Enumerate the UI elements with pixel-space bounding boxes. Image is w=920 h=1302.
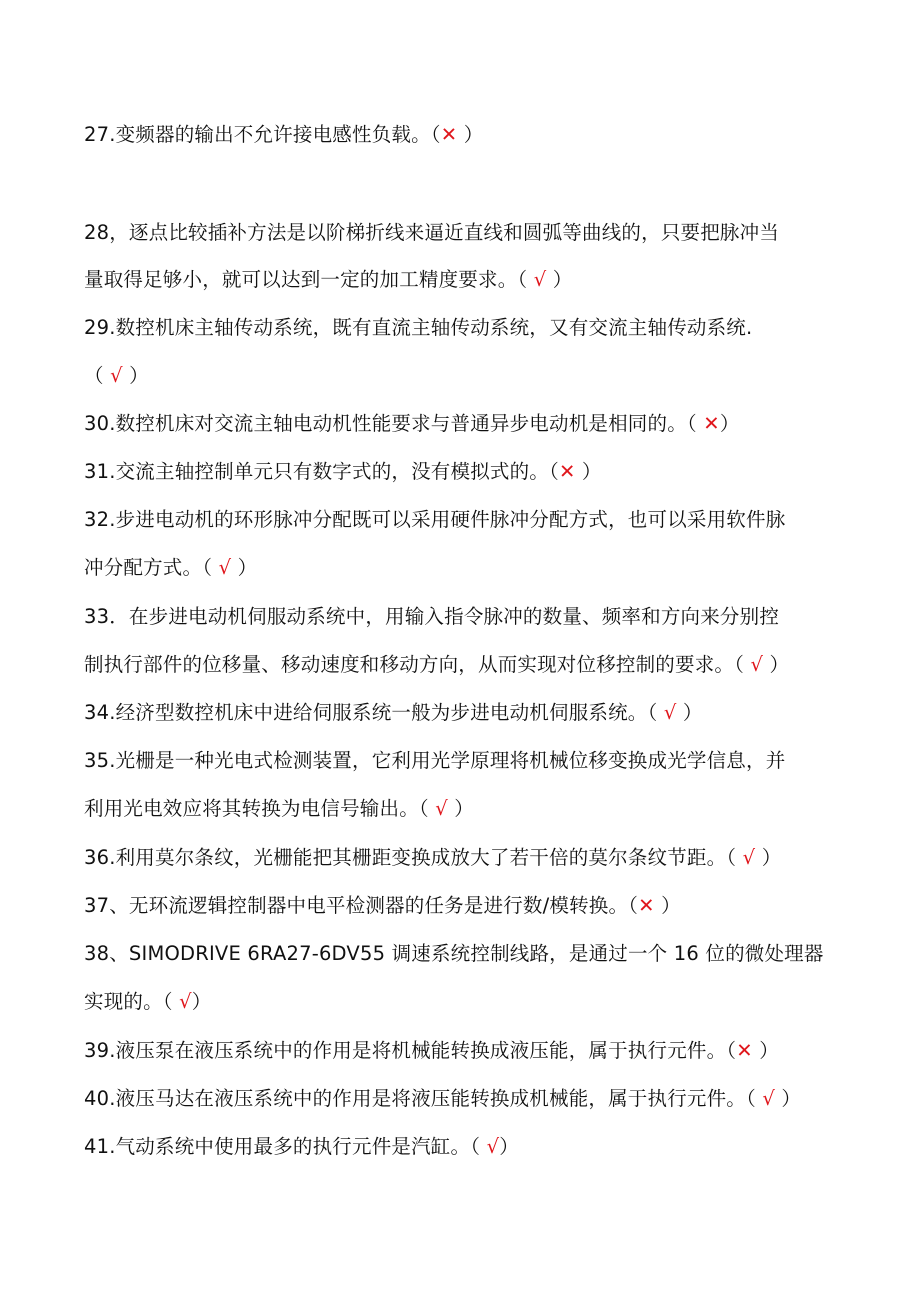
question-text: 28，逐点比较插补方法是以阶梯折线来逼近直线和圆弧等曲线的，只要把脉冲当 — [84, 221, 780, 244]
check-mark: √ — [486, 1135, 500, 1158]
check-mark: √ — [435, 797, 448, 820]
question-text: ） — [719, 412, 740, 435]
question-text: 冲分配方式。（ — [84, 556, 219, 579]
question-text: ） — [457, 123, 484, 146]
cross-mark: ✕ — [638, 894, 655, 917]
question-text: 38、SIMODRIVE 6RA27-6DV55 调速系统控制线路，是通过一个 16 位的微处理器 — [84, 942, 824, 965]
question-text: ） — [755, 846, 782, 869]
check-mark: √ — [762, 1087, 776, 1110]
check-mark: √ — [533, 268, 547, 291]
check-mark: √ — [663, 701, 677, 724]
question-38-line-2 — [84, 988, 844, 1016]
question-text: 29.数控机床主轴传动系统，既有直流主轴传动系统，又有交流主轴传动系统. — [84, 316, 753, 339]
question-text: 30.数控机床对交流主轴电动机性能要求与普通异步电动机是相同的。（ — [84, 412, 704, 435]
question-31-line-1 — [84, 458, 844, 486]
question-38-line-1 — [84, 940, 844, 968]
question-text: 实现的。（ — [84, 990, 180, 1013]
cross-mark: ✕ — [440, 123, 458, 146]
question-35-line-2 — [84, 795, 844, 823]
question-27-line-1 — [84, 121, 844, 149]
question-text: 36.利用莫尔条纹，光栅能把其栅距变换成放大了若干倍的莫尔条纹节距。（ — [84, 846, 743, 869]
check-mark: √ — [179, 990, 192, 1013]
question-29-line-2 — [84, 362, 844, 390]
question-text: 40.液压马达在液压系统中的作用是将液压能转换成机械能，属于执行元件。（ — [84, 1087, 763, 1110]
question-text: 37、无环流逻辑控制器中电平检测器的任务是进行数/模转换。（ — [84, 894, 639, 917]
question-text: 35.光栅是一种光电式检测装置，它利用光学原理将机械位移变换成光学信息，并 — [84, 749, 786, 772]
question-33-line-1 — [84, 603, 844, 631]
question-text: 制执行部件的位移量、移动速度和移动方向，从而实现对位移控制的要求。（ — [84, 653, 751, 676]
question-35-line-1 — [84, 747, 844, 775]
question-text: 32.步进电动机的环形脉冲分配既可以采用硬件脉冲分配方式，也可以采用软件脉 — [84, 508, 786, 531]
question-text: ） — [575, 460, 602, 483]
cross-mark: ✕ — [736, 1039, 753, 1062]
question-text: 量取得足够小，就可以达到一定的加工精度要求。（ — [84, 268, 534, 291]
question-text: ） — [775, 1087, 802, 1110]
question-text: ） — [499, 1135, 519, 1158]
question-32-line-1 — [84, 506, 844, 534]
check-mark: √ — [110, 364, 123, 387]
question-text: 34.经济型数控机床中进给伺服系统一般为步进电动机伺服系统。（ — [84, 701, 664, 724]
question-28-line-2 — [84, 266, 844, 294]
question-40-line-1 — [84, 1085, 844, 1113]
check-mark: √ — [218, 556, 232, 579]
question-text: 27.变频器的输出不允许接电感性负载。（ — [84, 123, 441, 146]
question-text: ） — [122, 364, 149, 387]
question-text: ） — [654, 894, 681, 917]
question-text: ） — [191, 990, 212, 1013]
question-text: （ — [84, 364, 111, 387]
question-text: ） — [763, 653, 790, 676]
question-text: 利用光电效应将其转换为电信号输出。（ — [84, 797, 436, 820]
check-mark: √ — [750, 653, 764, 676]
question-28-line-1 — [84, 219, 844, 247]
question-32-line-2 — [84, 554, 844, 582]
question-36-line-1 — [84, 844, 844, 872]
question-text: ） — [546, 268, 573, 291]
question-text: 41.气动系统中使用最多的执行元件是汽缸。（ — [84, 1135, 487, 1158]
check-mark: √ — [742, 846, 756, 869]
question-text: ） — [752, 1039, 779, 1062]
cross-mark: ✕ — [558, 460, 576, 483]
question-33-line-2 — [84, 651, 844, 679]
question-37-line-1 — [84, 892, 844, 920]
question-34-line-1 — [84, 699, 844, 727]
question-41-line-1 — [84, 1133, 844, 1161]
question-text: ） — [231, 556, 258, 579]
question-text: ） — [676, 701, 703, 724]
question-text: 39.液压泵在液压系统中的作用是将机械能转换成液压能，属于执行元件。（ — [84, 1039, 737, 1062]
question-text: 31.交流主轴控制单元只有数字式的，没有模拟式的。（ — [84, 460, 559, 483]
question-text: 33．在步进电动机伺服动系统中，用输入指令脉冲的数量、频率和方向来分别控 — [84, 605, 780, 628]
question-text: ） — [447, 797, 474, 820]
cross-mark: ✕ — [703, 412, 720, 435]
question-30-line-1 — [84, 410, 844, 438]
question-39-line-1 — [84, 1037, 844, 1065]
question-29-line-1 — [84, 314, 844, 342]
